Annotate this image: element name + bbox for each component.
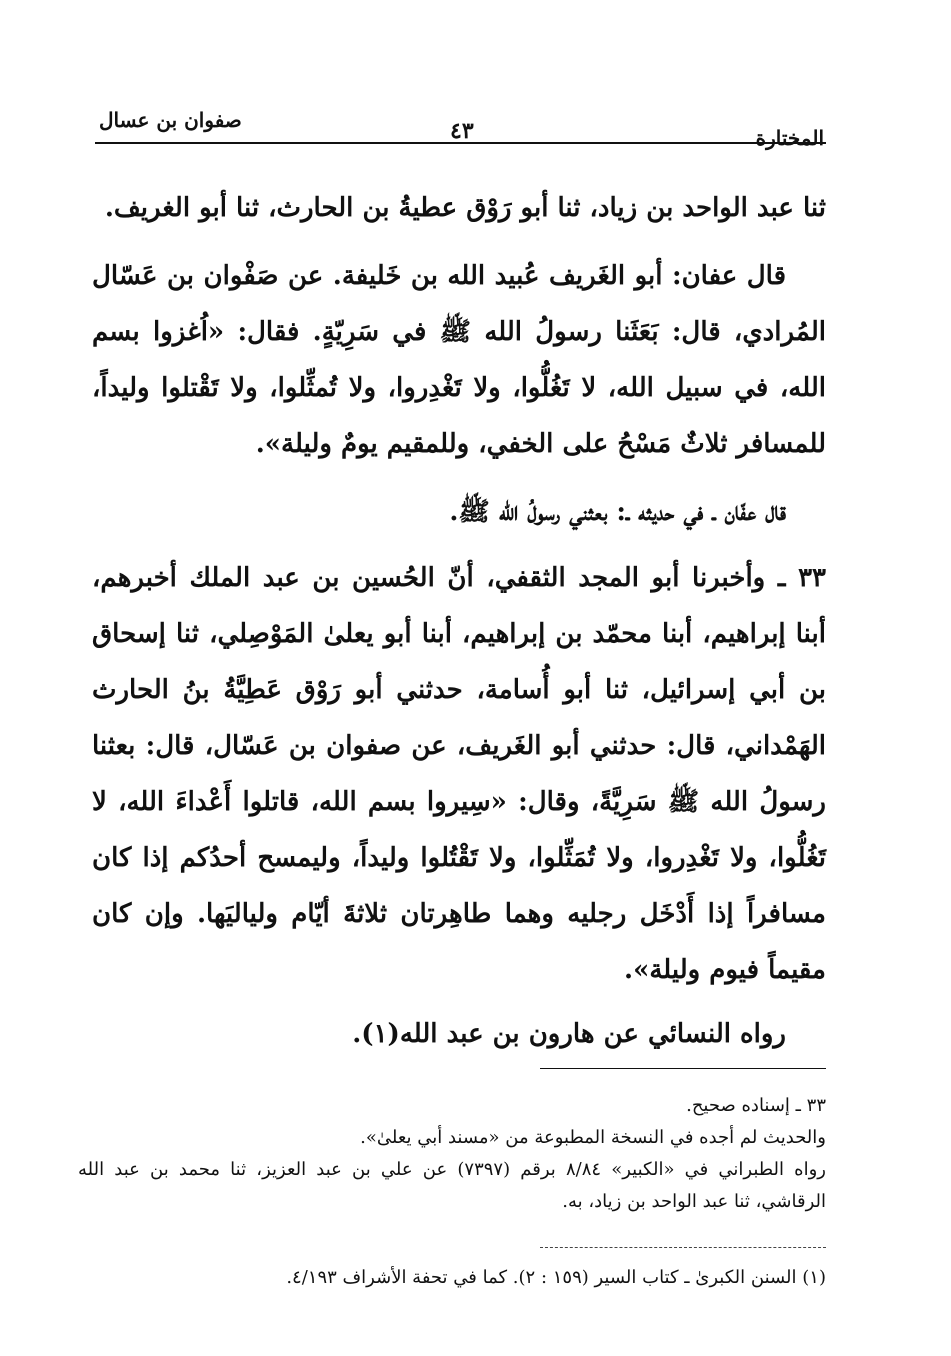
page-header	[95, 102, 826, 150]
note-3: رواه الطبراني في «الكبير» ٨/٨٤ برقم (٧٣٩٧) عن علي بن عبد العزيز، ثنا محمد بن عبد الله الرقاشي، ثنا عبد الواحد بن زياد، به.	[78, 1159, 826, 1212]
book-title: المختارة	[755, 126, 824, 150]
section-title: صفوان بن عسال	[99, 108, 242, 132]
hadith-33: ٣٣ ـ وأخبرنا أبو المجد الثقفي، أنّ الحُسين بن عبد الملك أخبرهم، أبنا إبراهيم، أبنا محمّد بن إبراهيم، أبنا أبو يعلىٰ المَوْصِلي، ثنا إسحاق بن أبي إسرائيل، ثنا أبو أُسامة، حدثني أبو رَوْق عَطِيَّةُ بنُ الحارث الهَمْداني، قال: حدثني أبو الغَريف، عن صفوان بن عَسّال، قال: بعثنا رسولُ الله ﷺ سَرِيَّةً، وقال: «سِيروا بسم الله، قاتلوا أَعْداءَ الله، لا تَغُلُّوا، ولا تَغْدِروا، ولا تُمَثِّلوا، ولا تَقْتُلوا وليداً، وليمسح أحدُكم إذا كان مسافراً إذا أَدْخَل رجليه وهما طاهِرتان ثلاثةَ أيّام ولياليَها. وإن كان مقيماً فيوم وليلة».	[92, 563, 826, 985]
page-number: ٤٣	[450, 118, 474, 144]
paragraph-1: ثنا عبد الواحد بن زياد، ثنا أبو رَوْق عطيةُ بن الحارث، ثنا أبو الغريف.	[104, 193, 826, 223]
notes	[78, 1090, 826, 1218]
note-2: والحديث لم أجده في النسخة المطبوعة من «مسند أبي يعلىٰ».	[360, 1127, 826, 1148]
note-1: ٣٣ ـ إسناده صحيح.	[686, 1095, 826, 1116]
main-text	[92, 180, 826, 1062]
paragraph-2: قال عفان: أبو الغَريف عُبيد الله بن خَليفة. عن صَفْوان بن عَسّال المُرادي، قال: بَعَثَنا رسولُ الله ﷺ في سَرِيّةٍ. فقال: «اُغزوا بسم الله، في سبيل الله، لا تَغُلُّوا، ولا تَغْدِروا، ولا تُمثِّلوا، ولا تَقْتلوا وليداً، للمسافر ثلاثٌ مَسْحُ على الخفي، وللمقيم يومٌ وليلة».	[92, 261, 826, 459]
footnote-separator	[540, 1247, 826, 1248]
paragraph-3: قال عفّان ـ في حديثه ـ: بعثني رسولُ الله ﷺ.	[449, 497, 786, 527]
footnote: (١) السنن الكبرىٰ ـ كتاب السير (١٥٩ : ٢). كما في تحفة الأشراف ٤/١٩٣.	[286, 1267, 826, 1288]
notes-separator	[540, 1068, 826, 1069]
paragraph-5: رواه النسائي عن هارون بن عبد الله(١).	[352, 1019, 786, 1049]
